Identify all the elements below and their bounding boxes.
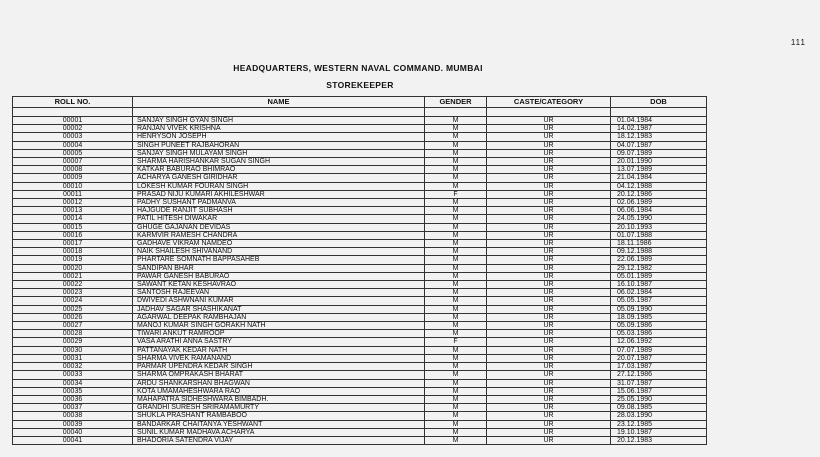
- table-row: [13, 231, 707, 239]
- gender-cell: M: [425, 272, 487, 280]
- dob-cell: 21.04.1984: [611, 174, 707, 182]
- dob-cell: 14.02.1987: [611, 125, 707, 133]
- gender-cell: M: [425, 207, 487, 215]
- roll-no-cell: 00020: [13, 264, 133, 272]
- gender-cell: M: [425, 346, 487, 354]
- caste-category-cell: UR: [487, 338, 611, 346]
- spacer-cell: [13, 108, 133, 117]
- roll-no-cell: 00024: [13, 297, 133, 305]
- name-cell: JADHAV SAGAR SHASHIKANAT: [133, 305, 425, 313]
- table-row: [13, 190, 707, 198]
- roll-no-cell: 00014: [13, 215, 133, 223]
- gender-cell: M: [425, 215, 487, 223]
- roll-no-cell: 00012: [13, 199, 133, 207]
- table-row: [13, 149, 707, 157]
- roll-no-cell: 00016: [13, 231, 133, 239]
- roll-no-cell: 00022: [13, 281, 133, 289]
- caste-category-cell: UR: [487, 117, 611, 125]
- caste-category-cell: UR: [487, 256, 611, 264]
- table-row: [13, 395, 707, 403]
- table-row: [13, 256, 707, 264]
- roll-no-cell: 00003: [13, 133, 133, 141]
- roll-no-cell: 00040: [13, 428, 133, 436]
- gender-cell: M: [425, 420, 487, 428]
- table-row: [13, 281, 707, 289]
- dob-cell: 05.05.1987: [611, 297, 707, 305]
- caste-category-cell: UR: [487, 322, 611, 330]
- dob-cell: 07.07.1989: [611, 346, 707, 354]
- caste-category-cell: UR: [487, 182, 611, 190]
- gender-cell: M: [425, 395, 487, 403]
- roll-no-cell: 00033: [13, 371, 133, 379]
- roll-no-cell: 00029: [13, 338, 133, 346]
- table-row: [13, 248, 707, 256]
- table-row: [13, 379, 707, 387]
- table-row: [13, 363, 707, 371]
- table-header-row: [13, 97, 707, 108]
- caste-category-cell: UR: [487, 354, 611, 362]
- caste-category-cell: UR: [487, 248, 611, 256]
- table-row: [13, 182, 707, 190]
- dob-cell: 05.01.1989: [611, 272, 707, 280]
- roll-no-cell: 00017: [13, 240, 133, 248]
- name-cell: DWIVEDI ASHWNANI KUMAR: [133, 297, 425, 305]
- dob-cell: 17.03.1987: [611, 363, 707, 371]
- table-row: [13, 289, 707, 297]
- roll-no-cell: 00001: [13, 117, 133, 125]
- caste-category-cell: UR: [487, 289, 611, 297]
- table-row: [13, 199, 707, 207]
- name-cell: SANTOSH RAJEEVAN: [133, 289, 425, 297]
- dob-cell: 19.10.1987: [611, 428, 707, 436]
- gender-cell: M: [425, 363, 487, 371]
- name-cell: VASA ARATHI ANNA SASTRY: [133, 338, 425, 346]
- name-cell: SINGH PUNEET RAJBAHORAN: [133, 141, 425, 149]
- gender-cell: M: [425, 125, 487, 133]
- column-header-gender: GENDER: [425, 97, 487, 108]
- dob-cell: 04.12.1988: [611, 182, 707, 190]
- name-cell: HENRYSON JOSEPH: [133, 133, 425, 141]
- table-row: [13, 166, 707, 174]
- dob-cell: 12.06.1992: [611, 338, 707, 346]
- dob-cell: 18.12.1983: [611, 133, 707, 141]
- dob-cell: 05.09.1990: [611, 305, 707, 313]
- caste-category-cell: UR: [487, 404, 611, 412]
- table-row: [13, 264, 707, 272]
- table-row: [13, 141, 707, 149]
- gender-cell: F: [425, 190, 487, 198]
- gender-cell: M: [425, 240, 487, 248]
- table-row: [13, 215, 707, 223]
- name-cell: HAJGUDE RANJIT SUBHASH: [133, 207, 425, 215]
- table-row: [13, 133, 707, 141]
- caste-category-cell: UR: [487, 281, 611, 289]
- candidate-table: [12, 96, 707, 445]
- name-cell: SANJAY SINGH GYAN SINGH: [133, 117, 425, 125]
- roll-no-cell: 00032: [13, 363, 133, 371]
- caste-category-cell: UR: [487, 231, 611, 239]
- table-row: [13, 420, 707, 428]
- dob-cell: 06.02.1984: [611, 289, 707, 297]
- roll-no-cell: 00030: [13, 346, 133, 354]
- dob-cell: 20.01.1990: [611, 158, 707, 166]
- table-row: [13, 313, 707, 321]
- name-cell: SHUKLA PRASHANT RAMBABOO: [133, 412, 425, 420]
- table-row: [13, 404, 707, 412]
- table-row: [13, 297, 707, 305]
- name-cell: GRANDHI SURESH SRIRAMAMURTY: [133, 404, 425, 412]
- name-cell: PAWAR GANESH BABURAO: [133, 272, 425, 280]
- caste-category-cell: UR: [487, 272, 611, 280]
- table-row: [13, 371, 707, 379]
- gender-cell: M: [425, 182, 487, 190]
- gender-cell: M: [425, 158, 487, 166]
- spacer-cell: [487, 108, 611, 117]
- caste-category-cell: UR: [487, 207, 611, 215]
- dob-cell: 20.10.1993: [611, 223, 707, 231]
- name-cell: KARMVIR RAMESH CHANDRA: [133, 231, 425, 239]
- caste-category-cell: UR: [487, 133, 611, 141]
- dob-cell: 20.12.1983: [611, 436, 707, 444]
- roll-no-cell: 00018: [13, 248, 133, 256]
- roll-no-cell: 00037: [13, 404, 133, 412]
- dob-cell: 05.09.1986: [611, 322, 707, 330]
- spacer-cell: [611, 108, 707, 117]
- column-header-name: NAME: [133, 97, 425, 108]
- dob-cell: 02.06.1989: [611, 199, 707, 207]
- dob-cell: 23.12.1985: [611, 420, 707, 428]
- table-row: [13, 387, 707, 395]
- dob-cell: 09.12.1988: [611, 248, 707, 256]
- dob-cell: 01.07.1988: [611, 231, 707, 239]
- gender-cell: M: [425, 174, 487, 182]
- table-row: [13, 305, 707, 313]
- caste-category-cell: UR: [487, 330, 611, 338]
- gender-cell: M: [425, 297, 487, 305]
- roll-no-cell: 00035: [13, 387, 133, 395]
- name-cell: KOTA UMAMAHESHWARA RAO: [133, 387, 425, 395]
- roll-no-cell: 00026: [13, 313, 133, 321]
- name-cell: AGARWAL DEEPAK RAMBHAJAN: [133, 313, 425, 321]
- gender-cell: M: [425, 379, 487, 387]
- caste-category-cell: UR: [487, 125, 611, 133]
- name-cell: LOKESH KUMAR FOURAN SINGH: [133, 182, 425, 190]
- caste-category-cell: UR: [487, 215, 611, 223]
- gender-cell: M: [425, 223, 487, 231]
- gender-cell: M: [425, 166, 487, 174]
- dob-cell: 05.03.1986: [611, 330, 707, 338]
- dob-cell: 18.09.1985: [611, 313, 707, 321]
- roll-no-cell: 00011: [13, 190, 133, 198]
- dob-cell: 15.06.1987: [611, 387, 707, 395]
- roll-no-cell: 00023: [13, 289, 133, 297]
- document-subtitle: STOREKEEPER: [326, 80, 394, 90]
- caste-category-cell: UR: [487, 199, 611, 207]
- name-cell: KATKAR BABURAO BHIMRAO: [133, 166, 425, 174]
- gender-cell: M: [425, 281, 487, 289]
- table-row: [13, 322, 707, 330]
- table-row: [13, 338, 707, 346]
- gender-cell: M: [425, 371, 487, 379]
- spacer-cell: [133, 108, 425, 117]
- caste-category-cell: UR: [487, 379, 611, 387]
- caste-category-cell: UR: [487, 363, 611, 371]
- name-cell: ARDU SHANKARSHAN BHAGWAN: [133, 379, 425, 387]
- table-row: [13, 412, 707, 420]
- gender-cell: M: [425, 322, 487, 330]
- gender-cell: M: [425, 256, 487, 264]
- gender-cell: M: [425, 199, 487, 207]
- dob-cell: 18.11.1986: [611, 240, 707, 248]
- name-cell: PADHY SUSHANT PADMANVA: [133, 199, 425, 207]
- gender-cell: F: [425, 338, 487, 346]
- dob-cell: 22.06.1989: [611, 256, 707, 264]
- column-header-caste-category: CASTE/CATEGORY: [487, 97, 611, 108]
- dob-cell: 09.08.1985: [611, 404, 707, 412]
- roll-no-cell: 00002: [13, 125, 133, 133]
- caste-category-cell: UR: [487, 174, 611, 182]
- caste-category-cell: UR: [487, 412, 611, 420]
- caste-category-cell: UR: [487, 313, 611, 321]
- caste-category-cell: UR: [487, 305, 611, 313]
- document-title: HEADQUARTERS, WESTERN NAVAL COMMAND. MUMBAI: [233, 63, 483, 73]
- caste-category-cell: UR: [487, 387, 611, 395]
- table-row: [13, 240, 707, 248]
- roll-no-cell: 00025: [13, 305, 133, 313]
- page-number: 111: [790, 38, 806, 47]
- caste-category-cell: UR: [487, 395, 611, 403]
- gender-cell: M: [425, 141, 487, 149]
- dob-cell: 31.07.1987: [611, 379, 707, 387]
- table-row: [13, 223, 707, 231]
- gender-cell: M: [425, 117, 487, 125]
- caste-category-cell: UR: [487, 346, 611, 354]
- roll-no-cell: 00008: [13, 166, 133, 174]
- roll-no-cell: 00038: [13, 412, 133, 420]
- name-cell: BANDARKAR CHAITANYA YESHWANT: [133, 420, 425, 428]
- name-cell: PHARTARE SOMNATH BAPPASAHEB: [133, 256, 425, 264]
- dob-cell: 06.06.1984: [611, 207, 707, 215]
- name-cell: ACHARYA GANESH GIRIDHAR: [133, 174, 425, 182]
- roll-no-cell: 00034: [13, 379, 133, 387]
- gender-cell: M: [425, 404, 487, 412]
- table-spacer-row: [13, 108, 707, 117]
- name-cell: SHARMA VIVEK RAMANAND: [133, 354, 425, 362]
- roll-no-cell: 00039: [13, 420, 133, 428]
- dob-cell: 20.07.1987: [611, 354, 707, 362]
- table-row: [13, 174, 707, 182]
- table-row: [13, 207, 707, 215]
- name-cell: RANJAN VIVEK KRISHNA: [133, 125, 425, 133]
- gender-cell: M: [425, 231, 487, 239]
- name-cell: PRASAD NIJU KUMARI AKHILESHWAR: [133, 190, 425, 198]
- roll-no-cell: 00015: [13, 223, 133, 231]
- gender-cell: M: [425, 313, 487, 321]
- caste-category-cell: UR: [487, 223, 611, 231]
- caste-category-cell: UR: [487, 190, 611, 198]
- roll-no-cell: 00019: [13, 256, 133, 264]
- roll-no-cell: 00028: [13, 330, 133, 338]
- roll-no-cell: 00004: [13, 141, 133, 149]
- dob-cell: 01.04.1984: [611, 117, 707, 125]
- roll-no-cell: 00031: [13, 354, 133, 362]
- caste-category-cell: UR: [487, 428, 611, 436]
- caste-category-cell: UR: [487, 149, 611, 157]
- roll-no-cell: 00027: [13, 322, 133, 330]
- name-cell: SANDIPAN BHAR: [133, 264, 425, 272]
- roll-no-cell: 00041: [13, 436, 133, 444]
- table-row: [13, 428, 707, 436]
- spacer-cell: [425, 108, 487, 117]
- dob-cell: 29.12.1982: [611, 264, 707, 272]
- roll-no-cell: 00010: [13, 182, 133, 190]
- name-cell: MANOJ KUMAR SINGH GORAKH NATH: [133, 322, 425, 330]
- roll-no-cell: 00009: [13, 174, 133, 182]
- gender-cell: M: [425, 330, 487, 338]
- roll-no-cell: 00036: [13, 395, 133, 403]
- name-cell: PATTANAYAK KEDAR NATH: [133, 346, 425, 354]
- name-cell: GHUGE GAJANAN DEVIDAS: [133, 223, 425, 231]
- gender-cell: M: [425, 289, 487, 297]
- caste-category-cell: UR: [487, 166, 611, 174]
- name-cell: TIWARI ANKUT RAMROOP: [133, 330, 425, 338]
- gender-cell: M: [425, 436, 487, 444]
- gender-cell: M: [425, 133, 487, 141]
- table-row: [13, 354, 707, 362]
- dob-cell: 09.07.1989: [611, 149, 707, 157]
- dob-cell: 13.07.1989: [611, 166, 707, 174]
- dob-cell: 20.12.1986: [611, 190, 707, 198]
- name-cell: MAHAPATRA SIDHESHWARA BIMBADH.: [133, 395, 425, 403]
- gender-cell: M: [425, 305, 487, 313]
- roll-no-cell: 00021: [13, 272, 133, 280]
- name-cell: NAIK SHAILESH SHIVANAND: [133, 248, 425, 256]
- dob-cell: 16.10.1987: [611, 281, 707, 289]
- gender-cell: M: [425, 264, 487, 272]
- table-row: [13, 125, 707, 133]
- caste-category-cell: UR: [487, 420, 611, 428]
- caste-category-cell: UR: [487, 240, 611, 248]
- gender-cell: M: [425, 248, 487, 256]
- column-header-dob: DOB: [611, 97, 707, 108]
- caste-category-cell: UR: [487, 264, 611, 272]
- roll-no-cell: 00013: [13, 207, 133, 215]
- caste-category-cell: UR: [487, 297, 611, 305]
- gender-cell: M: [425, 387, 487, 395]
- roll-no-cell: 00005: [13, 149, 133, 157]
- name-cell: GADHAVE VIKRAM NAMDEO: [133, 240, 425, 248]
- caste-category-cell: UR: [487, 436, 611, 444]
- name-cell: SAWANT KETAN KESHAVRAO: [133, 281, 425, 289]
- dob-cell: 28.03.1990: [611, 412, 707, 420]
- table-row: [13, 436, 707, 444]
- name-cell: SUNIL KUMAR MADHAVA ACHARYA: [133, 428, 425, 436]
- name-cell: SANJAY SINGH MULAYAM SINGH: [133, 149, 425, 157]
- name-cell: SHARMA OMPRAKASH BHARAT: [133, 371, 425, 379]
- caste-category-cell: UR: [487, 141, 611, 149]
- caste-category-cell: UR: [487, 158, 611, 166]
- caste-category-cell: UR: [487, 371, 611, 379]
- roll-no-cell: 00007: [13, 158, 133, 166]
- table-row: [13, 346, 707, 354]
- table-row: [13, 330, 707, 338]
- dob-cell: 24.05.1990: [611, 215, 707, 223]
- table-row: [13, 158, 707, 166]
- table-row: [13, 117, 707, 125]
- table-row: [13, 272, 707, 280]
- dob-cell: 04.07.1987: [611, 141, 707, 149]
- dob-cell: 27.12.1986: [611, 371, 707, 379]
- name-cell: PATIL HITESH DIWAKAR: [133, 215, 425, 223]
- name-cell: BHADORIA SATENDRA VIJAY: [133, 436, 425, 444]
- gender-cell: M: [425, 412, 487, 420]
- name-cell: SHARMA HARISHANKAR SUGAN SINGH: [133, 158, 425, 166]
- gender-cell: M: [425, 149, 487, 157]
- gender-cell: M: [425, 354, 487, 362]
- dob-cell: 25.05.1990: [611, 395, 707, 403]
- name-cell: PARMAR UPENDRA KEDAR SINGH: [133, 363, 425, 371]
- column-header-roll-no: ROLL NO.: [13, 97, 133, 108]
- gender-cell: M: [425, 428, 487, 436]
